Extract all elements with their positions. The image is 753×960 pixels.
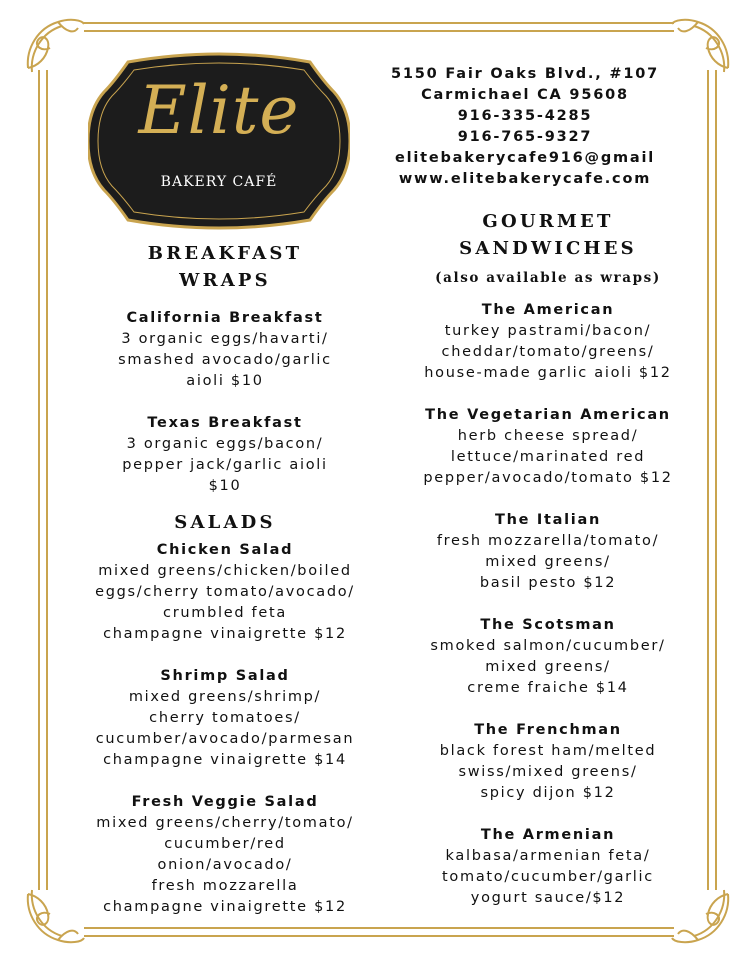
menu-item-desc: cherry tomatoes/ (149, 710, 301, 726)
breakfast-title-line-2: WRAPS (179, 270, 271, 291)
menu-item (398, 510, 698, 594)
menu-item-desc: cucumber/avocado/parmesan (95, 731, 355, 747)
menu-item-name: The Armenian (480, 827, 616, 843)
menu-item-desc: spicy dijon $12 (480, 785, 616, 801)
menu-item-desc: swiss/mixed greens/ (458, 764, 638, 780)
menu-item-desc: champagne vinaigrette $14 (103, 752, 347, 768)
address-line-1: 5150 Fair Oaks Blvd., #107 (391, 66, 659, 82)
menu-item-name: The American (481, 302, 615, 318)
frame-right-inner (707, 70, 709, 890)
menu-item-name: Texas Breakfast (147, 415, 303, 431)
menu-item-desc: cheddar/tomato/greens/ (441, 344, 655, 360)
right-column (398, 208, 698, 930)
left-column (66, 240, 384, 939)
menu-item-desc: mixed greens/ (485, 554, 611, 570)
menu-item-desc: champagne vinaigrette $12 (103, 899, 347, 915)
frame-left-inner (46, 70, 48, 890)
frame-top-outer (84, 22, 674, 24)
sandwiches-title-line-1: GOURMET (482, 211, 614, 232)
menu-item (398, 825, 698, 909)
address-line-2: Carmichael CA 95608 (421, 87, 629, 103)
contact-block (370, 64, 680, 190)
menu-item-desc: smashed avocado/garlic (118, 352, 332, 368)
menu-item-name: The Vegetarian American (425, 407, 671, 423)
menu-item (66, 792, 384, 918)
menu-item (398, 720, 698, 804)
frame-left-outer (38, 70, 40, 890)
menu-item-name: The Frenchman (474, 722, 622, 738)
menu-item-desc: onion/avocado/ (157, 857, 293, 873)
menu-item-name: Shrimp Salad (160, 668, 290, 684)
menu-item-desc: mixed greens/chicken/boiled (98, 563, 352, 579)
menu-item-desc: kalbasa/armenian feta/ (445, 848, 651, 864)
menu-item-desc: yogurt sauce/$12 (470, 890, 626, 906)
menu-item (398, 615, 698, 699)
menu-item-desc: creme fraiche $14 (467, 680, 629, 696)
sandwiches-title-line-2: SANDWICHES (459, 238, 637, 259)
phone-1[interactable]: 916-335-4285 (457, 108, 593, 124)
menu-item-desc: fresh mozzarella/tomato/ (436, 533, 660, 549)
menu-item-name: California Breakfast (126, 310, 324, 326)
menu-item-name: Chicken Salad (156, 542, 294, 558)
menu-item-desc: herb cheese spread/ (457, 428, 639, 444)
menu-item-desc: $10 (208, 478, 242, 494)
logo-subtitle: BAKERY CAFÉ (160, 174, 278, 190)
website-link[interactable]: www.elitebakerycafe.com (398, 171, 652, 187)
menu-item (66, 540, 384, 645)
menu-item-desc: eggs/cherry tomato/avocado/ (95, 584, 355, 600)
menu-item-desc: tomato/cucumber/garlic (442, 869, 654, 885)
menu-item-desc: smoked salmon/cucumber/ (430, 638, 666, 654)
menu-item-desc: mixed greens/shrimp/ (128, 689, 322, 705)
menu-item-desc: fresh mozzarella (151, 878, 299, 894)
menu-item-desc: pepper jack/garlic aioli (122, 457, 328, 473)
menu-item (398, 300, 698, 384)
menu-item (398, 405, 698, 489)
menu-item-desc: 3 organic eggs/havarti/ (121, 331, 329, 347)
menu-item-name: The Italian (495, 512, 601, 528)
menu-item-desc: 3 organic eggs/bacon/ (126, 436, 324, 452)
menu-item-desc: house-made garlic aioli $12 (424, 365, 672, 381)
phone-2[interactable]: 916-765-9327 (457, 129, 593, 145)
menu-item (66, 413, 384, 497)
frame-right-outer (715, 70, 717, 890)
corner-ornament-icon (18, 8, 88, 78)
menu-item-desc: cucumber/red (164, 836, 286, 852)
frame-top-inner (84, 30, 674, 32)
menu-item-desc: mixed greens/cherry/tomato/ (96, 815, 354, 831)
breakfast-title-line-1: BREAKFAST (147, 243, 303, 264)
sandwiches-note: (also available as wraps) (435, 270, 661, 286)
menu-item-desc: basil pesto $12 (479, 575, 617, 591)
logo (88, 52, 350, 230)
menu-item-desc: pepper/avocado/tomato $12 (423, 470, 673, 486)
salads-title: SALADS (174, 512, 276, 533)
menu-item-desc: black forest ham/melted (439, 743, 657, 759)
menu-item-desc: turkey pastrami/bacon/ (444, 323, 652, 339)
menu-item-desc: crumbled feta (163, 605, 287, 621)
email-link[interactable]: elitebakerycafe916@gmail (394, 150, 656, 166)
menu-item (66, 666, 384, 771)
menu-item-desc: aioli $10 (186, 373, 264, 389)
menu-item-desc: champagne vinaigrette $12 (103, 626, 347, 642)
menu-item-desc: lettuce/marinated red (450, 449, 646, 465)
menu-item (66, 308, 384, 392)
menu-item-name: Fresh Veggie Salad (131, 794, 319, 810)
menu-item-name: The Scotsman (480, 617, 616, 633)
logo-script-text: Elite (138, 72, 300, 149)
menu-item-desc: mixed greens/ (485, 659, 611, 675)
